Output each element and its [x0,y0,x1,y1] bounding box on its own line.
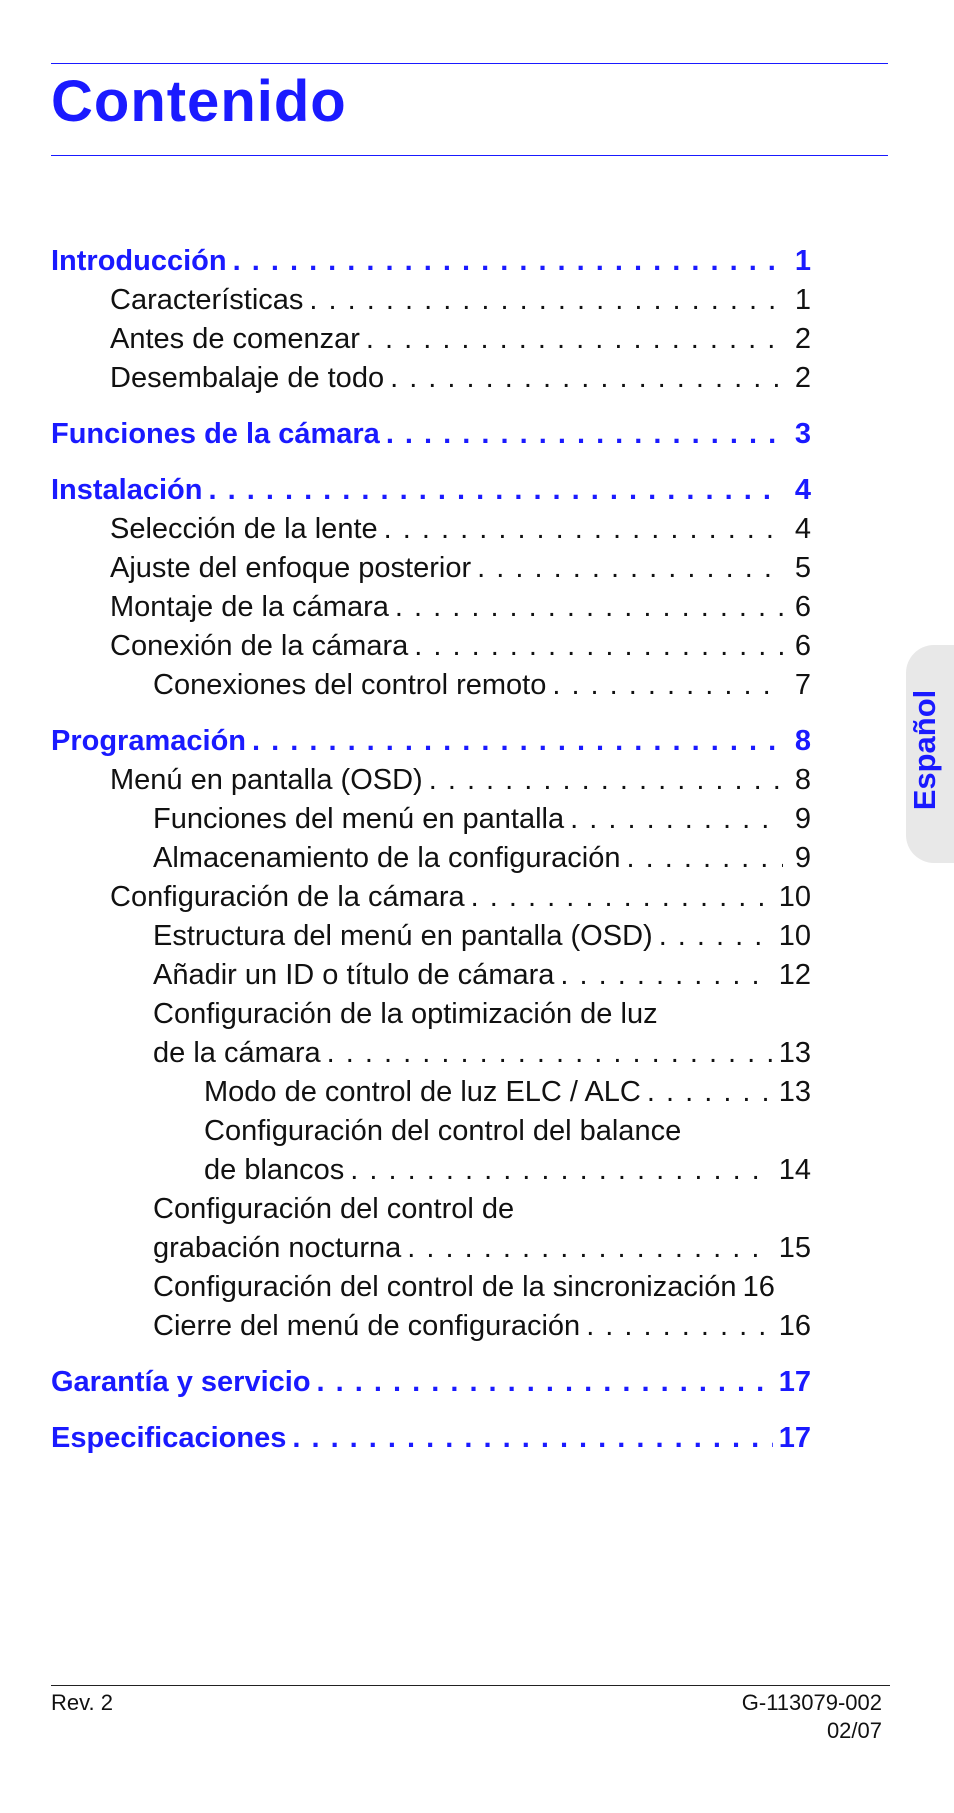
toc-leader-dots [252,722,783,761]
toc-page-number: 17 [778,1366,811,1398]
toc-page-number: 16 [742,1271,775,1303]
toc-page-number: 13 [778,1037,811,1069]
toc-leader-dots [552,666,783,705]
toc-entry-title: Modo de control de luz ELC / ALC [204,1076,641,1108]
toc-page-number: 8 [794,725,811,757]
toc-page-number: 4 [794,513,811,545]
toc-entry-title: de la cámara [153,1037,321,1069]
toc-entry[interactable] [51,510,831,549]
toc-page-number: 5 [794,552,811,584]
toc-entry[interactable] [51,588,831,627]
toc-leader-dots [627,839,784,878]
toc-page-number: 1 [794,245,811,277]
toc-entry-title: Selección de la lente [110,513,378,545]
toc-page-number: 2 [794,362,811,394]
toc-page-number: 15 [778,1232,811,1264]
toc-entry[interactable] [51,1034,831,1073]
toc-entry-title: Menú en pantalla (OSD) [110,764,423,796]
toc-leader-dots [560,956,772,995]
toc-entry-title: de blancos [204,1154,345,1186]
toc-entry[interactable] [51,1363,831,1402]
footer-revision: Rev. 2 [51,1690,113,1715]
toc-entry-title: Configuración del control de la sincronización [153,1271,737,1303]
toc-entry-line [51,995,831,1034]
footer-rule [51,1685,890,1686]
toc-leader-dots [586,1307,773,1346]
toc-entry-line [51,1190,831,1229]
toc-leader-dots [317,1363,773,1402]
toc-entry-title: Cierre del menú de configuración [153,1310,581,1342]
table-of-contents [51,242,831,1458]
toc-entry-title: grabación nocturna [153,1232,402,1264]
toc-page-number: 1 [794,284,811,316]
toc-page-number: 14 [778,1154,811,1186]
toc-leader-dots [429,761,783,800]
toc-entry[interactable] [51,1151,831,1190]
toc-entry[interactable] [51,839,831,878]
toc-leader-dots [384,510,783,549]
toc-page-number: 10 [778,881,811,913]
toc-page-number: 10 [778,920,811,952]
footer-doc-number: G-113079-002 [741,1690,882,1715]
title-rule-top [51,63,888,64]
toc-page-number: 3 [794,418,811,450]
toc-entry[interactable] [51,1307,831,1346]
toc-leader-dots [233,242,783,281]
toc-page-number: 4 [794,474,811,506]
toc-entry-title: Introducción [51,245,227,277]
toc-entry[interactable] [51,1268,831,1307]
toc-leader-dots [209,471,784,510]
title-rule-bottom [51,155,888,156]
toc-leader-dots [477,549,783,588]
toc-entry[interactable] [51,722,831,761]
toc-leader-dots [309,281,783,320]
toc-entry-title: Configuración del control del balance [204,1115,682,1147]
toc-page-number: 12 [778,959,811,991]
toc-entry-title: Funciones de la cámara [51,418,380,450]
toc-page-number: 8 [794,764,811,796]
toc-page-number: 6 [794,630,811,662]
toc-entry[interactable] [51,761,831,800]
toc-leader-dots [292,1419,772,1458]
toc-entry-title: Desembalaje de todo [110,362,385,394]
toc-leader-dots [659,917,773,956]
toc-leader-dots [407,1229,772,1268]
toc-entry-title: Antes de comenzar [110,323,360,355]
toc-leader-dots [570,800,783,839]
toc-entry[interactable] [51,242,831,281]
toc-leader-dots [471,878,773,917]
toc-entry[interactable] [51,878,831,917]
toc-page-number: 17 [778,1422,811,1454]
toc-entry[interactable] [51,281,831,320]
toc-entry[interactable] [51,359,831,398]
toc-entry-title: Especificaciones [51,1422,287,1454]
toc-entry-title: Almacenamiento de la configuración [153,842,621,874]
toc-entry[interactable] [51,627,831,666]
toc-leader-dots [350,1151,772,1190]
toc-entry-title: Instalación [51,474,203,506]
toc-leader-dots [414,627,783,666]
toc-entry[interactable] [51,320,831,359]
toc-page-number: 9 [794,842,811,874]
toc-entry-title: Montaje de la cámara [110,591,389,623]
toc-entry[interactable] [51,917,831,956]
toc-entry-title: Añadir un ID o título de cámara [153,959,555,991]
toc-entry-title: Funciones del menú en pantalla [153,803,565,835]
toc-entry-title: Estructura del menú en pantalla (OSD) [153,920,653,952]
toc-entry[interactable] [51,1419,831,1458]
toc-leader-dots [390,359,783,398]
toc-entry[interactable] [51,1073,831,1112]
toc-page-number: 16 [778,1310,811,1342]
toc-entry[interactable] [51,800,831,839]
toc-entry[interactable] [51,956,831,995]
toc-leader-dots [647,1073,773,1112]
toc-entry-title: Configuración del control de [153,1193,515,1225]
footer-date: 02/07 [826,1718,882,1743]
toc-leader-dots [366,320,783,359]
toc-page-number: 13 [778,1076,811,1108]
language-tab-label: Español [907,689,942,811]
toc-entry-title: Garantía y servicio [51,1366,311,1398]
toc-page-number: 9 [794,803,811,835]
toc-entry-line [51,1112,831,1151]
page-title: Contenido [51,69,347,134]
toc-page-number: 6 [794,591,811,623]
toc-entry[interactable] [51,666,831,705]
toc-entry[interactable] [51,549,831,588]
toc-entry-title: Ajuste del enfoque posterior [110,552,472,584]
toc-page-number: 2 [794,323,811,355]
toc-entry-title: Programación [51,725,246,757]
toc-leader-dots [395,588,783,627]
toc-entry[interactable] [51,415,831,454]
toc-entry-title: Conexión de la cámara [110,630,409,662]
toc-entry[interactable] [51,1229,831,1268]
toc-leader-dots [327,1034,773,1073]
toc-entry-title: Conexiones del control remoto [153,669,547,701]
toc-entry-title: Configuración de la optimización de luz [153,998,658,1030]
toc-page-number: 7 [794,669,811,701]
footer-doc-info [742,1689,882,1745]
toc-entry-title: Características [110,284,304,316]
toc-leader-dots [386,415,783,454]
toc-entry[interactable] [51,471,831,510]
toc-entry-title: Configuración de la cámara [110,881,465,913]
